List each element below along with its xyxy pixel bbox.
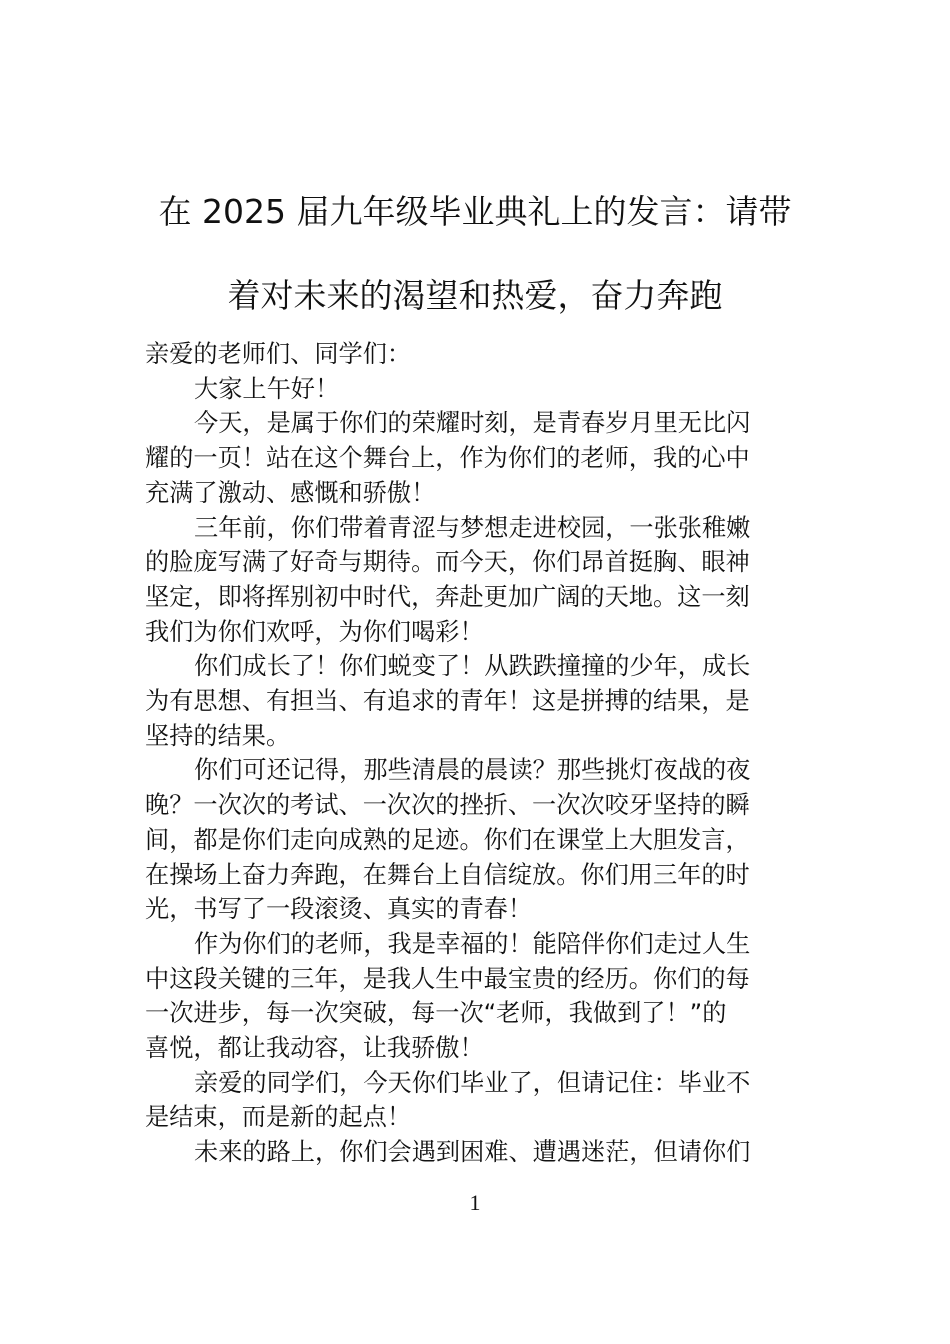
text-line: 为有思想、有担当、有追求的青年！这是拼搏的结果，是 <box>145 687 750 716</box>
paragraph <box>145 372 805 407</box>
text-line: 你们成长了！你们蜕变了！从跌跌撞撞的少年，成长 <box>194 652 751 681</box>
paragraph <box>145 1135 805 1170</box>
paragraph <box>145 753 805 927</box>
paragraph <box>145 406 805 510</box>
title-line: 着对未来的渴望和热爱，奋力奔跑 <box>227 276 723 315</box>
text-line: 的脸庞写满了好奇与期待。而今天，你们昂首挺胸、眼神 <box>145 548 750 577</box>
text-line: 你们可还记得，那些清晨的晨读？那些挑灯夜战的夜 <box>194 756 751 785</box>
text-line: 未来的路上，你们会遇到困难、遭遇迷茫，但请你们 <box>194 1138 751 1167</box>
text-line: 是结束，而是新的起点！ <box>145 1103 412 1132</box>
document-title <box>145 170 805 338</box>
text-line: 大家上午好！ <box>194 374 340 403</box>
text-line: 三年前，你们带着青涩与梦想走进校园，一张张稚嫩 <box>194 513 751 542</box>
text-line: 今天，是属于你们的荣耀时刻，是青春岁月里无比闪 <box>194 409 751 438</box>
text-line: 间，都是你们走向成熟的足迹。你们在课堂上大胆发言， <box>145 825 750 854</box>
text-line: 在操场上奋力奔跑，在舞台上自信绽放。你们用三年的时 <box>145 860 750 889</box>
document-body <box>145 337 805 1170</box>
text-line: 我们为你们欢呼，为你们喝彩！ <box>145 617 484 646</box>
text-line: 光，书写了一段滚烫、真实的青春！ <box>145 895 533 924</box>
title-line: 在 2025 届九年级毕业典礼上的发言：请带 <box>158 192 792 231</box>
paragraph <box>145 649 805 753</box>
text-line: 亲爱的同学们，今天你们毕业了，但请记住：毕业不 <box>194 1068 751 1097</box>
paragraph <box>145 1066 805 1135</box>
salutation <box>145 337 805 372</box>
text-line: 中这段关键的三年，是我人生中最宝贵的经历。你们的每 <box>145 964 750 993</box>
paragraph <box>145 927 805 1066</box>
page-number: 1 <box>469 1190 481 1215</box>
paragraph <box>145 511 805 650</box>
text-line: 一次进步，每一次突破，每一次“老师，我做到了！”的 <box>145 999 727 1028</box>
text-line: 耀的一页！站在这个舞台上，作为你们的老师，我的心中 <box>145 444 750 473</box>
text-line: 坚持的结果。 <box>145 721 291 750</box>
text-line: 喜悦，都让我动容，让我骄傲！ <box>145 1034 484 1063</box>
text-line: 作为你们的老师，我是幸福的！能陪伴你们走过人生 <box>194 929 751 958</box>
text-line: 坚定，即将挥别初中时代，奔赴更加广阔的天地。这一刻 <box>145 582 750 611</box>
text-line: 晚？一次次的考试、一次次的挫折、一次次咬牙坚持的瞬 <box>145 791 750 820</box>
text-line: 亲爱的老师们、同学们： <box>145 340 412 368</box>
text-line: 充满了激动、感慨和骄傲！ <box>145 478 436 507</box>
